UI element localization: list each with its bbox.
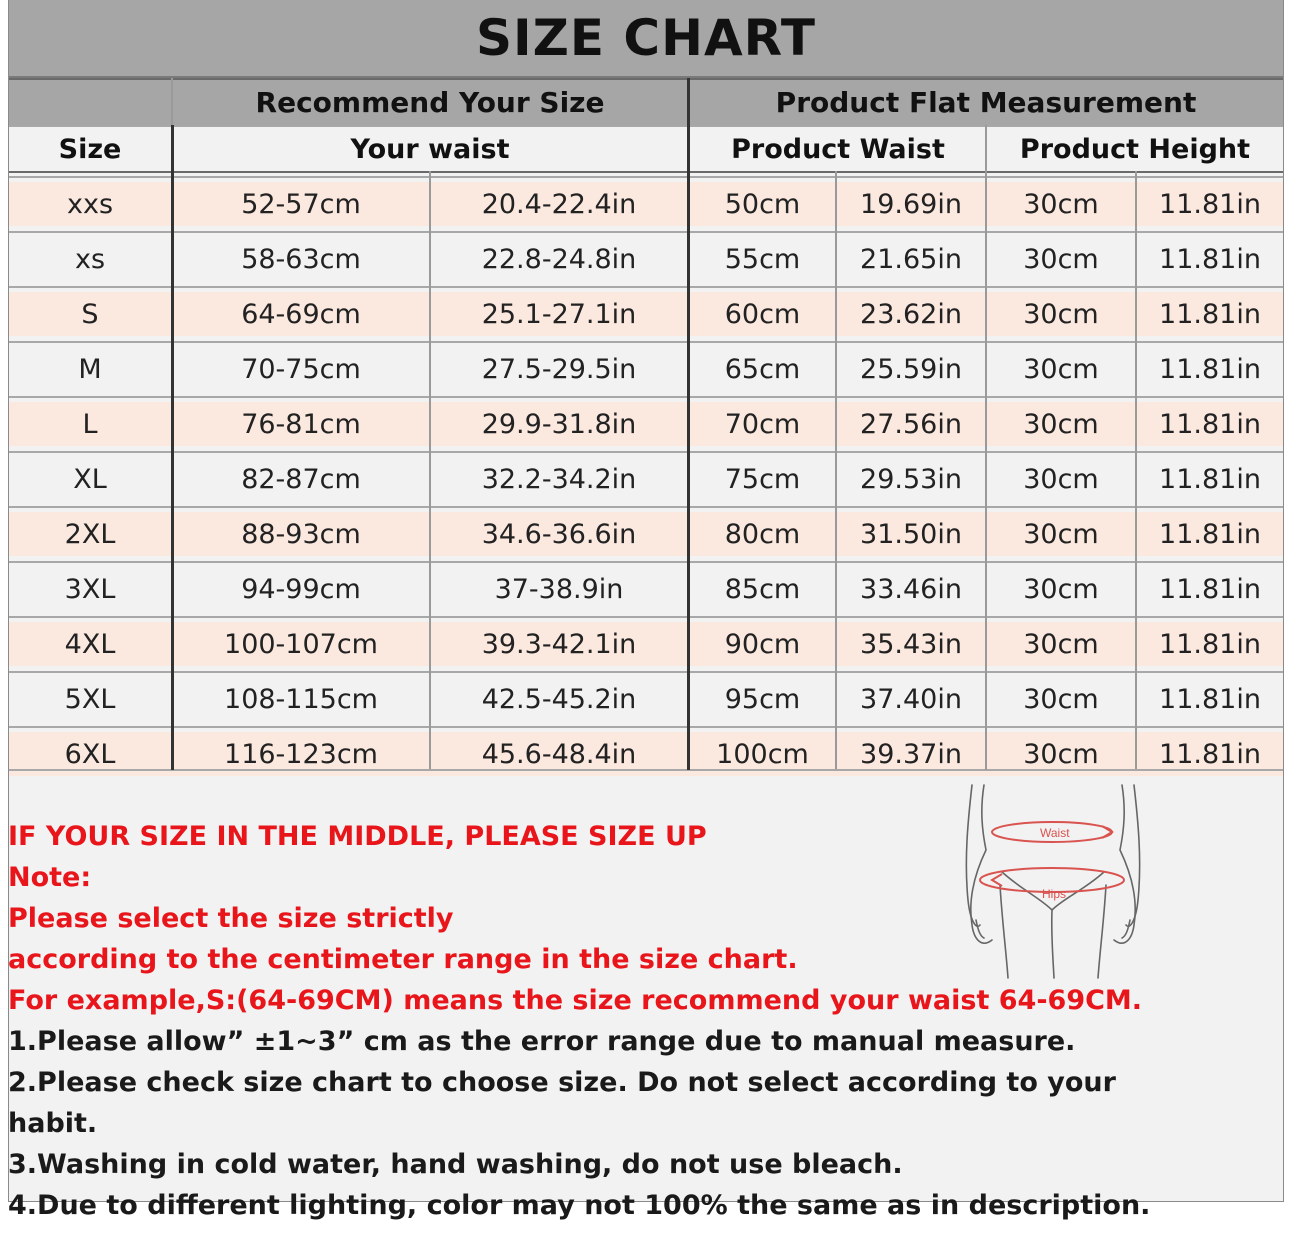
cell-waist-in: 37-38.9in: [494, 573, 624, 605]
cell-waist-in: 34.6-36.6in: [481, 518, 637, 550]
table-row: [9, 292, 1283, 336]
cell-size: L: [82, 408, 98, 440]
note-line: Please select the size strictly: [8, 903, 454, 934]
cell-product-waist-cm: 65cm: [724, 353, 801, 385]
cell-product-waist-cm: 60cm: [724, 298, 801, 330]
cell-product-waist-cm: 100cm: [716, 738, 809, 770]
cell-product-waist-in: 31.50in: [860, 518, 962, 550]
cell-product-height-in: 11.81in: [1159, 298, 1261, 330]
note-lighting: 4.Due to different lighting, color may not 100% the same as in description.: [8, 1190, 1151, 1221]
row-divider: [9, 671, 1283, 673]
note-washing: 3.Washing in cold water, hand washing, do not use bleach.: [8, 1149, 903, 1180]
cell-waist-in: 29.9-31.8in: [481, 408, 637, 440]
cell-waist-cm: 94-99cm: [241, 573, 361, 605]
cell-product-height-in: 11.81in: [1159, 628, 1261, 660]
table-row: [9, 182, 1283, 226]
cell-product-height-cm: 30cm: [1023, 573, 1099, 605]
waist-label: Waist: [1040, 826, 1070, 840]
cell-size: M: [78, 353, 102, 385]
cell-product-waist-in: 39.37in: [860, 738, 962, 770]
cell-product-height-in: 11.81in: [1159, 463, 1261, 495]
cell-waist-in: 20.4-22.4in: [481, 188, 637, 220]
cell-product-waist-in: 19.69in: [860, 188, 962, 220]
cell-size: xxs: [66, 188, 114, 220]
cell-product-height-in: 11.81in: [1159, 353, 1261, 385]
row-divider: [9, 176, 1283, 178]
column-divider: [429, 171, 431, 769]
cell-size: xs: [74, 243, 106, 275]
cell-product-waist-in: 27.56in: [860, 408, 962, 440]
column-divider: [171, 78, 173, 125]
cell-product-height-cm: 30cm: [1023, 408, 1099, 440]
cell-product-waist-in: 33.46in: [860, 573, 962, 605]
row-divider: [9, 506, 1283, 508]
header-product-waist: Product Waist: [689, 127, 987, 171]
column-divider: [985, 125, 987, 770]
cell-waist-cm: 52-57cm: [241, 188, 361, 220]
table-row: [9, 237, 1283, 281]
cell-product-waist-in: 23.62in: [860, 298, 962, 330]
table-row: [9, 347, 1283, 391]
table-row: [9, 457, 1283, 501]
cell-size: 6XL: [64, 738, 116, 770]
note-label: Note:: [8, 862, 92, 893]
cell-waist-in: 27.5-29.5in: [481, 353, 637, 385]
cell-product-height-cm: 30cm: [1023, 188, 1099, 220]
cell-product-waist-cm: 95cm: [724, 683, 801, 715]
cell-product-height-cm: 30cm: [1023, 353, 1099, 385]
cell-product-height-in: 11.81in: [1159, 518, 1261, 550]
header-flat-measurement: Product Flat Measurement: [689, 80, 1283, 125]
header-size: Size: [9, 127, 171, 171]
cell-size: XL: [73, 463, 107, 495]
cell-product-waist-cm: 85cm: [724, 573, 801, 605]
cell-waist-in: 25.1-27.1in: [481, 298, 637, 330]
row-divider: [9, 341, 1283, 343]
cell-product-waist-cm: 55cm: [724, 243, 801, 275]
table-row: [9, 622, 1283, 666]
cell-size: 2XL: [64, 518, 116, 550]
hips-label: Hips: [1042, 887, 1067, 901]
cell-waist-cm: 76-81cm: [241, 408, 361, 440]
divider: [9, 769, 1283, 771]
cell-product-waist-cm: 70cm: [724, 408, 801, 440]
column-divider: [835, 171, 837, 769]
header-your-waist: Your waist: [171, 127, 689, 171]
cell-product-waist-in: 29.53in: [860, 463, 962, 495]
note-example: For example,S:(64-69CM) means the size recommend your waist 64-69CM.: [8, 985, 1143, 1016]
cell-product-height-in: 11.81in: [1159, 738, 1261, 770]
column-divider: [171, 125, 174, 770]
cell-size: 4XL: [64, 628, 116, 660]
divider: [9, 171, 1283, 173]
chart-title: SIZE CHART: [9, 0, 1283, 78]
cell-product-waist-cm: 80cm: [724, 518, 801, 550]
note-line: according to the centimeter range in the size chart.: [8, 944, 798, 975]
cell-product-waist-cm: 75cm: [724, 463, 801, 495]
table-row: [9, 567, 1283, 611]
header-blank: [9, 80, 171, 125]
body-outline-icon: [962, 780, 1152, 980]
cell-size: S: [81, 298, 99, 330]
cell-product-waist-in: 25.59in: [860, 353, 962, 385]
row-divider: [9, 561, 1283, 563]
cell-waist-cm: 64-69cm: [241, 298, 361, 330]
cell-waist-in: 45.6-48.4in: [481, 738, 637, 770]
cell-waist-cm: 70-75cm: [241, 353, 361, 385]
divider: [9, 78, 1283, 80]
cell-product-waist-in: 21.65in: [860, 243, 962, 275]
cell-product-height-cm: 30cm: [1023, 463, 1099, 495]
cell-product-height-in: 11.81in: [1159, 573, 1261, 605]
cell-size: 3XL: [64, 573, 116, 605]
cell-size: 5XL: [64, 683, 116, 715]
cell-product-height-cm: 30cm: [1023, 738, 1099, 770]
column-divider: [687, 78, 690, 770]
body-measurement-illustration: [962, 780, 1152, 980]
cell-product-height-in: 11.81in: [1159, 243, 1261, 275]
cell-product-waist-cm: 50cm: [724, 188, 801, 220]
note-check-chart: 2.Please check size chart to choose size. Do not select according to your habit.: [8, 1067, 1116, 1139]
cell-product-height-in: 11.81in: [1159, 683, 1261, 715]
cell-product-height-in: 11.81in: [1159, 408, 1261, 440]
cell-product-height-cm: 30cm: [1023, 243, 1099, 275]
cell-product-height-cm: 30cm: [1023, 683, 1099, 715]
cell-product-height-in: 11.81in: [1159, 188, 1261, 220]
cell-waist-cm: 82-87cm: [241, 463, 361, 495]
row-divider: [9, 451, 1283, 453]
cell-product-height-cm: 30cm: [1023, 628, 1099, 660]
header-recommend: Recommend Your Size: [171, 80, 689, 125]
cell-waist-cm: 88-93cm: [241, 518, 361, 550]
note-size-up: IF YOUR SIZE IN THE MIDDLE, PLEASE SIZE UP: [8, 821, 707, 852]
cell-product-waist-in: 37.40in: [860, 683, 962, 715]
note-error-range: 1.Please allow” ±1~3” cm as the error range due to manual measure.: [8, 1026, 1076, 1057]
cell-waist-in: 42.5-45.2in: [481, 683, 637, 715]
cell-product-height-cm: 30cm: [1023, 518, 1099, 550]
cell-waist-cm: 116-123cm: [224, 738, 378, 770]
cell-product-waist-cm: 90cm: [724, 628, 801, 660]
row-divider: [9, 616, 1283, 618]
cell-waist-in: 39.3-42.1in: [481, 628, 637, 660]
row-divider: [9, 231, 1283, 233]
cell-waist-cm: 100-107cm: [224, 628, 378, 660]
divider: [9, 125, 1283, 127]
cell-product-waist-in: 35.43in: [860, 628, 962, 660]
header-product-height: Product Height: [987, 127, 1283, 171]
cell-waist-in: 32.2-34.2in: [481, 463, 637, 495]
cell-product-height-cm: 30cm: [1023, 298, 1099, 330]
table-row: [9, 677, 1283, 721]
row-divider: [9, 286, 1283, 288]
cell-waist-in: 22.8-24.8in: [481, 243, 637, 275]
column-divider: [1135, 171, 1137, 769]
row-divider: [9, 396, 1283, 398]
cell-waist-cm: 58-63cm: [241, 243, 361, 275]
table-row: [9, 402, 1283, 446]
table-row: [9, 512, 1283, 556]
cell-waist-cm: 108-115cm: [224, 683, 378, 715]
row-divider: [9, 726, 1283, 728]
